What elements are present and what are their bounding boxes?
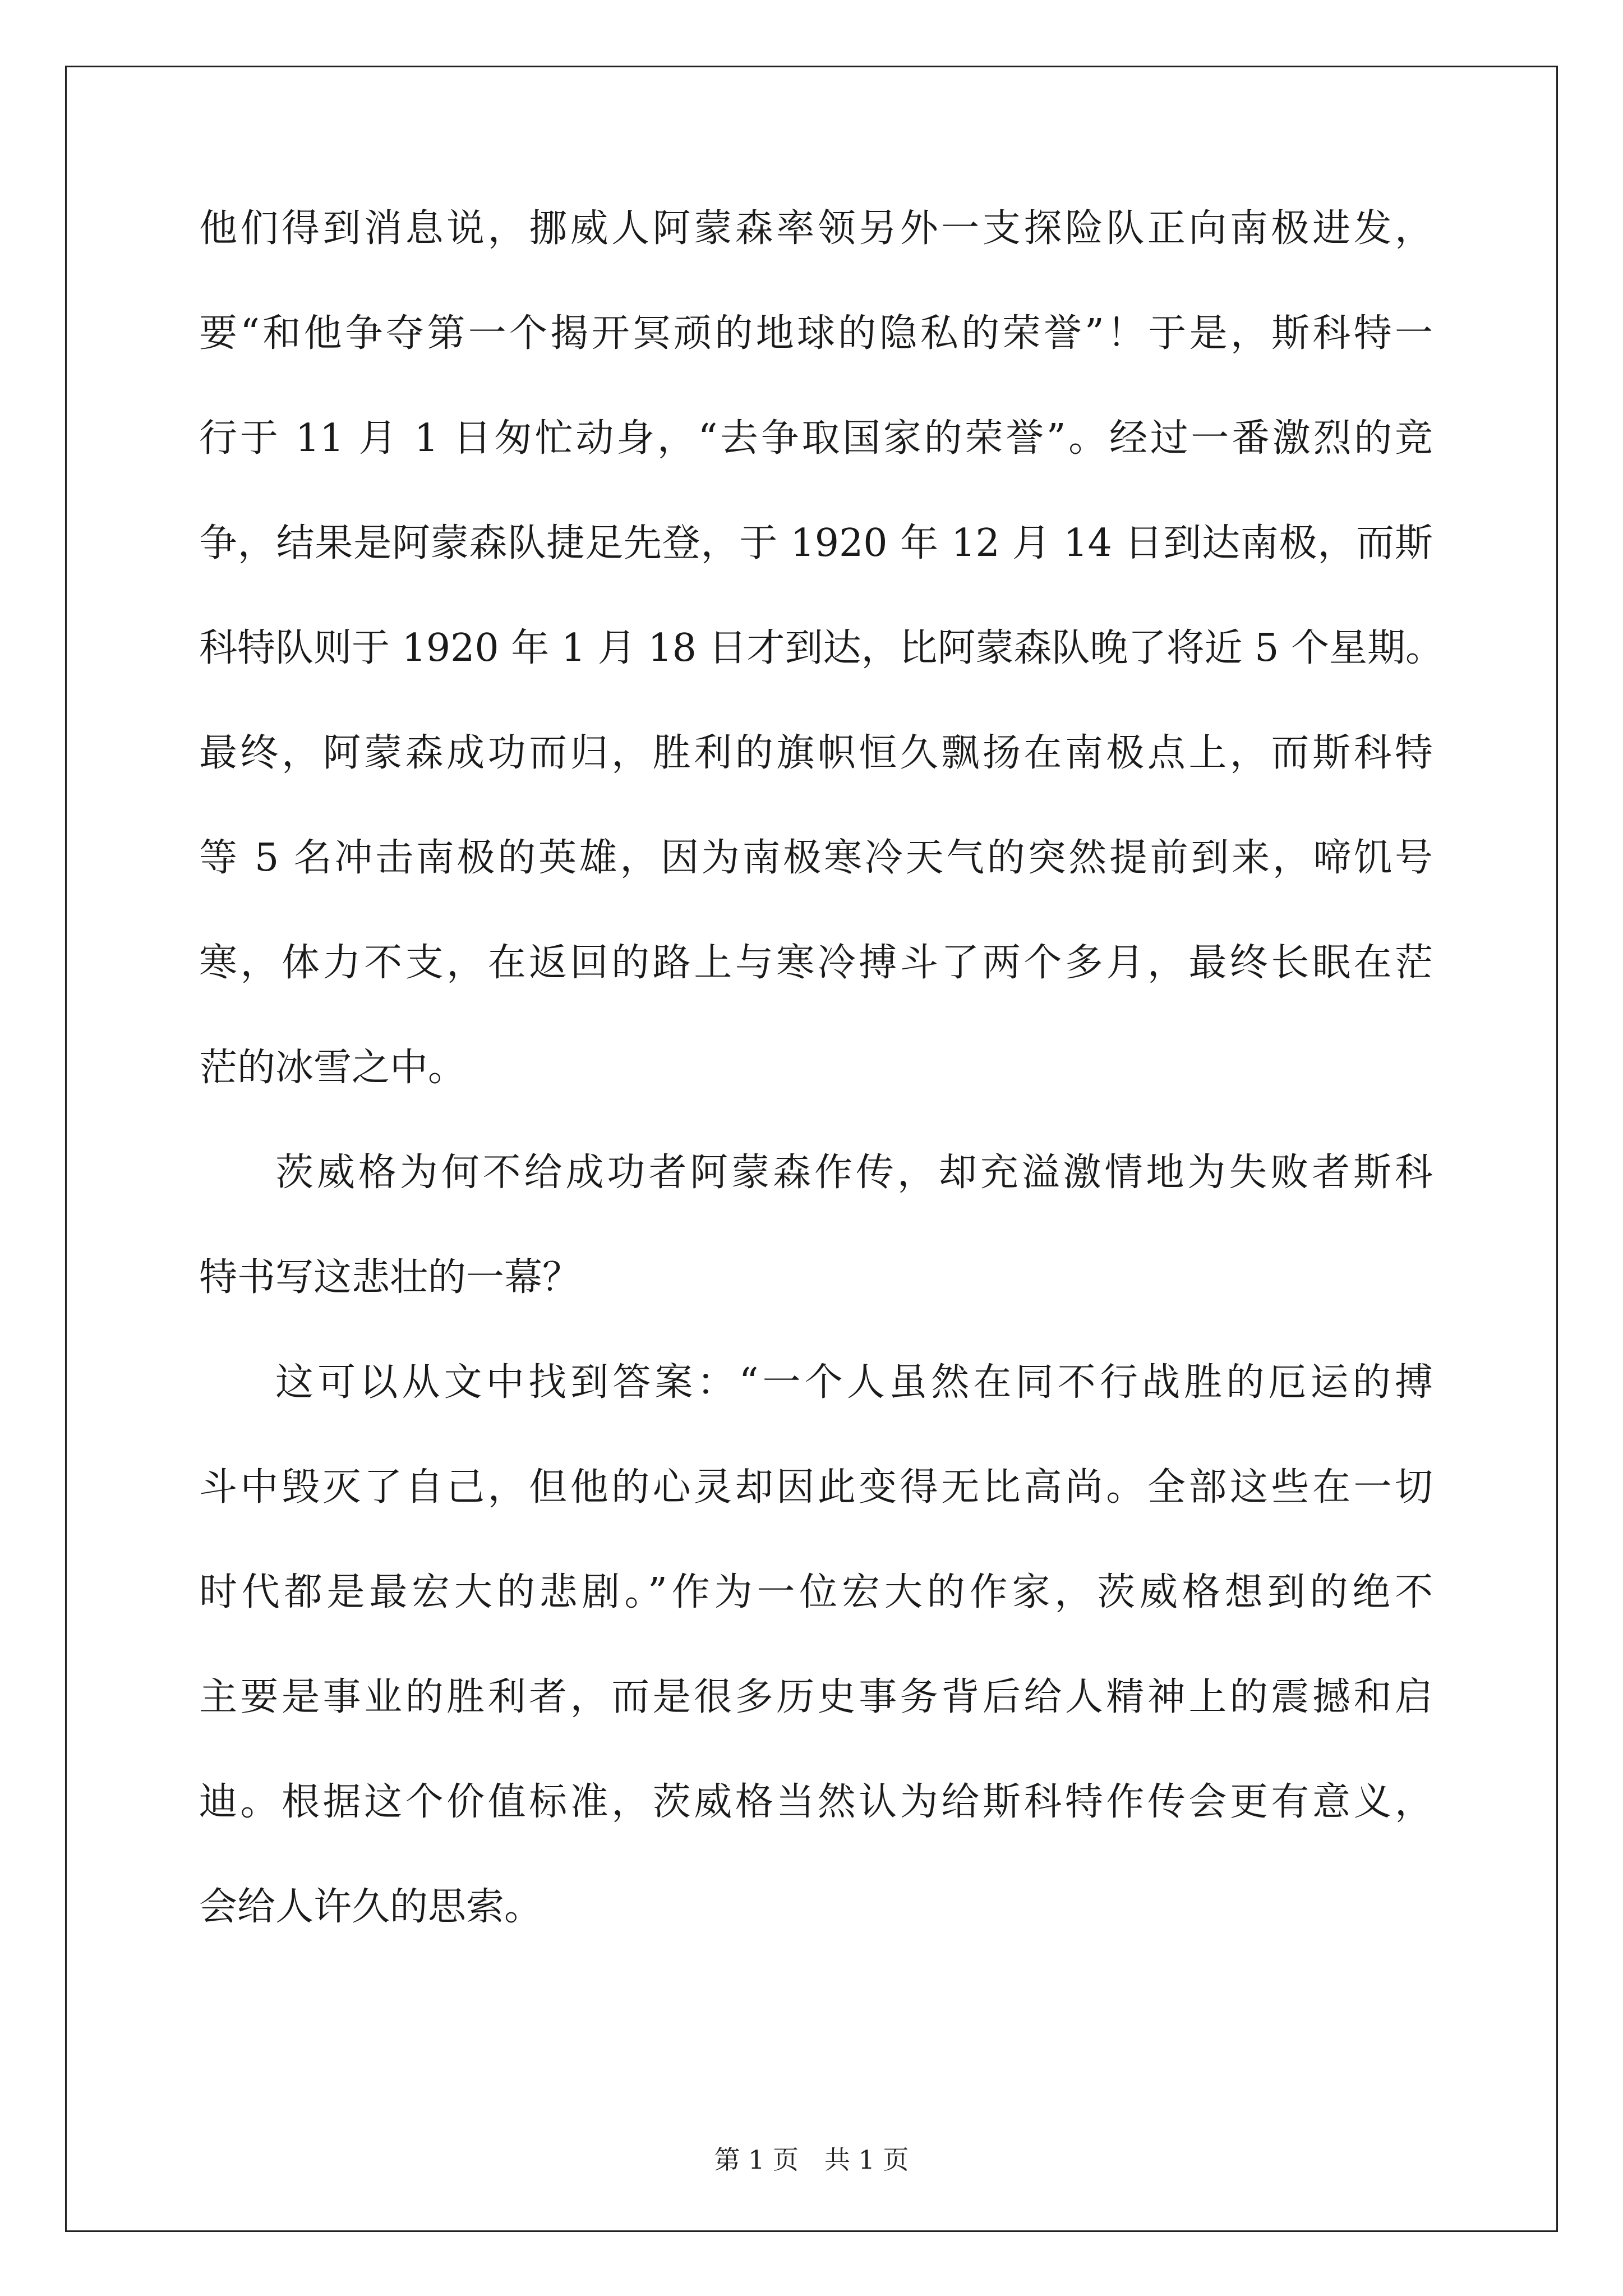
text-line: 这可以从文中找到答案：“一个人虽然在同不行战胜的厄运的搏	[275, 1360, 1433, 1405]
text-line: 茫的冰雪之中。	[199, 1046, 467, 1090]
text-line: 迪。根据这个价值标准，茨威格当然认为给斯科特作传会更有意义，	[199, 1780, 1433, 1824]
text-line: 会给人许久的思索。	[199, 1885, 543, 1929]
text-line: 最终，阿蒙森成功而归，胜利的旗帜恒久飘扬在南极点上，而斯科特	[199, 731, 1433, 775]
text-line: 要“和他争夺第一个揭开冥顽的地球的隐私的荣誉”！于是，斯科特一	[199, 311, 1433, 356]
text-line: 科特队则于 1920 年 1 月 18 日才到达，比阿蒙森队晚了将近 5 个星期。	[199, 626, 1444, 670]
text-line: 茨威格为何不给成功者阿蒙森作传，却充溢激情地为失败者斯科	[275, 1151, 1433, 1195]
text-line: 行于 11 月 1 日匆忙动身，“去争取国家的荣誉”。经过一番激烈的竞	[199, 416, 1433, 461]
text-line: 等 5 名冲击南极的英雄，因为南极寒冷天气的突然提前到来，啼饥号	[199, 836, 1433, 880]
text-line: 寒，体力不支，在返回的路上与寒冷搏斗了两个多月，最终长眠在茫	[199, 941, 1433, 985]
text-line: 时代都是最宏大的悲剧。”作为一位宏大的作家，茨威格想到的绝不	[199, 1570, 1433, 1614]
text-line: 特书写这悲壮的一幕？	[199, 1255, 581, 1300]
text-line: 斗中毁灭了自己，但他的心灵却因此变得无比高尚。全部这些在一切	[199, 1465, 1433, 1510]
page-footer: 第 1 页 共 1 页	[714, 2145, 909, 2175]
text-line: 主要是事业的胜利者，而是很多历史事务背后给人精神上的震撼和启	[199, 1675, 1433, 1719]
text-line: 他们得到消息说，挪威人阿蒙森率领另外一支探险队正向南极进发，	[199, 206, 1433, 251]
text-line: 争，结果是阿蒙森队捷足先登，于 1920 年 12 月 14 日到达南极，而斯	[199, 521, 1433, 565]
document-body	[199, 206, 1444, 1992]
